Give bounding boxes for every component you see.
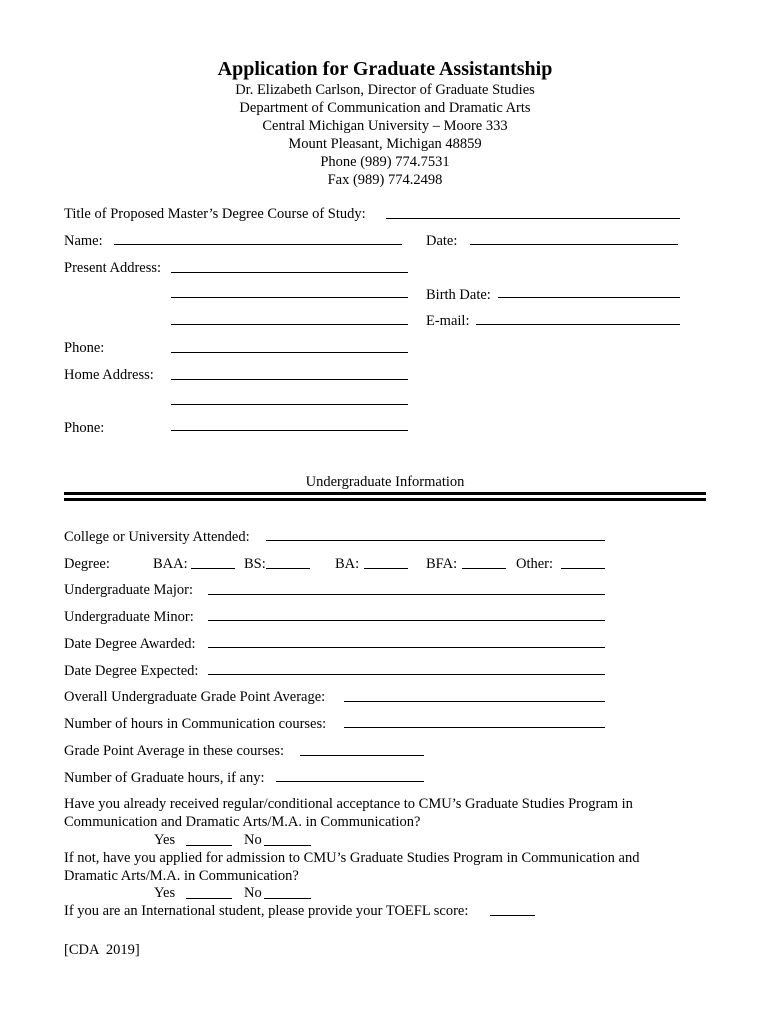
header-line-department: Department of Communication and Dramatic Arts (239, 100, 531, 116)
overall-gpa-label: Overall Undergraduate Grade Point Average: (64, 689, 326, 705)
minor-label: Undergraduate Minor: (64, 609, 194, 625)
question2-yes-field[interactable] (186, 898, 232, 899)
comm-gpa-label: Grade Point Average in these courses: (64, 743, 284, 759)
section-divider-top (64, 492, 706, 495)
grad-hours-field[interactable] (276, 781, 424, 782)
other-field[interactable] (561, 568, 605, 569)
baa-field[interactable] (191, 568, 235, 569)
course-of-study-field[interactable] (386, 218, 680, 219)
grad-hours-label: Number of Graduate hours, if any: (64, 770, 265, 786)
question1-line2: Communication and Dramatic Arts/M.A. in Communication? (64, 814, 421, 830)
present-address-label: Present Address: (64, 260, 162, 276)
ba-label: BA: (335, 556, 360, 572)
major-label: Undergraduate Major: (64, 582, 193, 598)
date-label: Date: (426, 233, 458, 249)
undergrad-section-title: Undergraduate Information (305, 474, 465, 490)
phone2-label: Phone: (64, 420, 105, 436)
date-expected-label: Date Degree Expected: (64, 663, 199, 679)
question1-yes-label: Yes (154, 832, 176, 848)
phone-label: Phone: (64, 340, 105, 356)
question1-line1: Have you already received regular/conditional acceptance to CMU’s Graduate Studies Program in (64, 796, 633, 812)
minor-field[interactable] (208, 620, 605, 621)
date-awarded-label: Date Degree Awarded: (64, 636, 196, 652)
section-divider-bottom (64, 498, 706, 501)
birth-date-field[interactable] (498, 297, 680, 298)
course-of-study-label: Title of Proposed Master’s Degree Course of Study: (64, 206, 366, 222)
baa-label: BAA: (153, 556, 188, 572)
major-field[interactable] (208, 594, 605, 595)
header-line-city: Mount Pleasant, Michigan 48859 (288, 136, 482, 152)
header-line-phone: Phone (989) 774.7531 (320, 154, 450, 170)
name-field[interactable] (114, 244, 402, 245)
toefl-field[interactable] (490, 915, 535, 916)
degree-label: Degree: (64, 556, 110, 572)
date-field[interactable] (470, 244, 678, 245)
comm-hours-field[interactable] (344, 727, 605, 728)
question1-no-label: No (244, 832, 262, 848)
question1-no-field[interactable] (264, 845, 311, 846)
email-field[interactable] (476, 324, 680, 325)
question1-yes-field[interactable] (186, 845, 232, 846)
bfa-field[interactable] (462, 568, 506, 569)
form-title: Application for Graduate Assistantship (217, 58, 553, 80)
name-label: Name: (64, 233, 103, 249)
question2-no-field[interactable] (264, 898, 311, 899)
comm-gpa-field[interactable] (300, 755, 424, 756)
present-address-field-3[interactable] (171, 324, 408, 325)
date-awarded-field[interactable] (208, 647, 605, 648)
phone2-field[interactable] (171, 430, 408, 431)
question2-yes-label: Yes (154, 885, 176, 901)
form-code: [CDA 2019] (64, 942, 140, 958)
header-line-fax: Fax (989) 774.2498 (327, 172, 443, 188)
question2-no-label: No (244, 885, 262, 901)
home-address-field-1[interactable] (171, 379, 408, 380)
question2-line1: If not, have you applied for admission to CMU’s Graduate Studies Program in Communication and (64, 850, 640, 866)
home-address-label: Home Address: (64, 367, 154, 383)
toefl-label: If you are an International student, please provide your TOEFL score: (64, 903, 469, 919)
phone-field[interactable] (171, 352, 408, 353)
header-line-university: Central Michigan University – Moore 333 (262, 118, 508, 134)
present-address-field-1[interactable] (171, 272, 408, 273)
date-expected-field[interactable] (208, 674, 605, 675)
header-line-director: Dr. Elizabeth Carlson, Director of Graduate Studies (235, 82, 535, 98)
question2-line2: Dramatic Arts/M.A. in Communication? (64, 868, 299, 884)
bs-label: BS: (244, 556, 266, 572)
college-label: College or University Attended: (64, 529, 250, 545)
home-address-field-2[interactable] (171, 404, 408, 405)
ba-field[interactable] (364, 568, 408, 569)
comm-hours-label: Number of hours in Communication courses: (64, 716, 327, 732)
bs-field[interactable] (266, 568, 310, 569)
birth-date-label: Birth Date: (426, 287, 491, 303)
other-label: Other: (516, 556, 554, 572)
overall-gpa-field[interactable] (344, 701, 605, 702)
present-address-field-2[interactable] (171, 297, 408, 298)
email-label: E-mail: (426, 313, 470, 329)
college-field[interactable] (266, 540, 605, 541)
bfa-label: BFA: (426, 556, 458, 572)
